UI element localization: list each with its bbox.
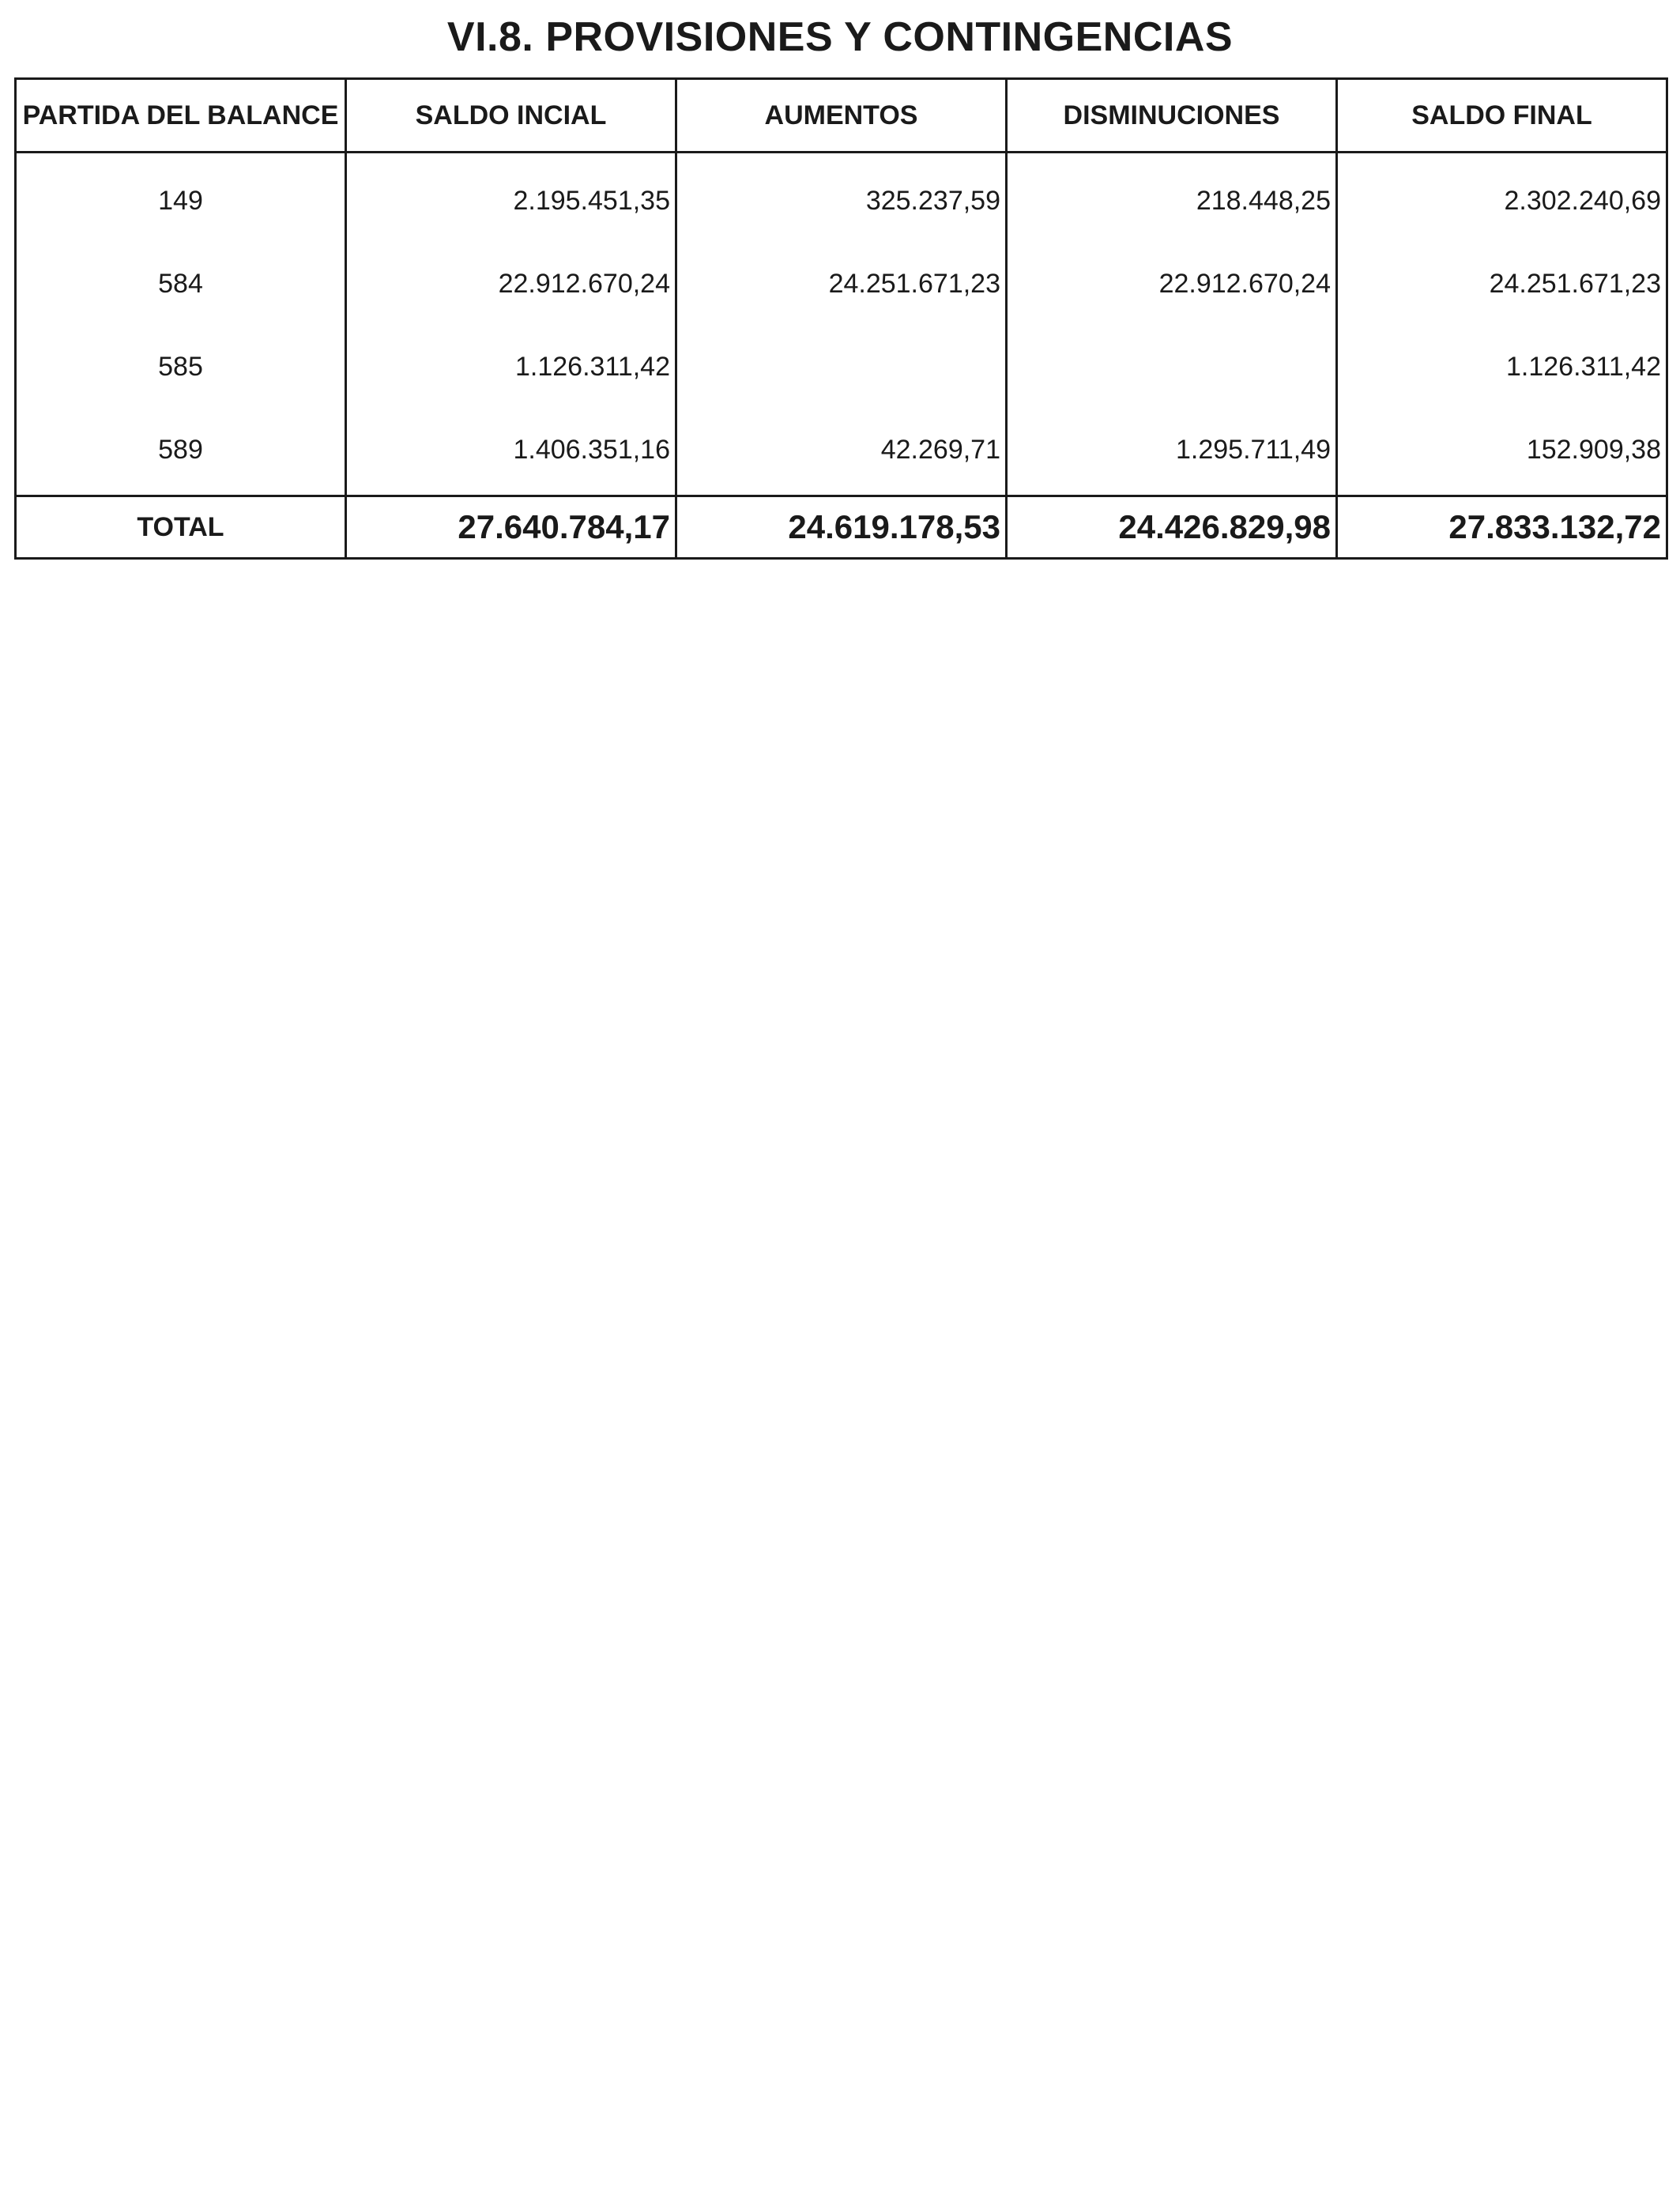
header-aumentos: AUMENTOS — [676, 79, 1007, 153]
cell-partida: 589 — [16, 409, 346, 496]
cell-disminuciones: 218.448,25 — [1007, 153, 1337, 243]
cell-disminuciones: 1.295.711,49 — [1007, 409, 1337, 496]
page-title: VI.8. PROVISIONES Y CONTINGENCIAS — [446, 14, 1234, 60]
total-aumentos: 24.619.178,53 — [676, 496, 1007, 559]
header-disminuciones: DISMINUCIONES — [1007, 79, 1337, 153]
cell-aumentos: 24.251.671,23 — [676, 243, 1007, 326]
header-partida: PARTIDA DEL BALANCE — [16, 79, 346, 153]
cell-saldo-final: 1.126.311,42 — [1337, 326, 1667, 409]
cell-partida: 585 — [16, 326, 346, 409]
cell-aumentos: 325.237,59 — [676, 153, 1007, 243]
table-row — [16, 409, 1667, 496]
table-header-row — [16, 79, 1667, 153]
cell-saldo-final: 24.251.671,23 — [1337, 243, 1667, 326]
table-row — [16, 243, 1667, 326]
provisions-table — [14, 77, 1668, 497]
cell-saldo-final: 152.909,38 — [1337, 409, 1667, 496]
total-saldo-inicial: 27.640.784,17 — [346, 496, 676, 559]
cell-aumentos: 42.269,71 — [676, 409, 1007, 496]
header-saldo-final: SALDO FINAL — [1337, 79, 1667, 153]
cell-aumentos — [676, 326, 1007, 409]
total-label: TOTAL — [16, 496, 346, 559]
header-saldo-inicial: SALDO INCIAL — [346, 79, 676, 153]
cell-disminuciones: 22.912.670,24 — [1007, 243, 1337, 326]
cell-partida: 149 — [16, 153, 346, 243]
total-disminuciones: 24.426.829,98 — [1007, 496, 1337, 559]
table-row — [16, 153, 1667, 243]
cell-saldo-inicial: 1.406.351,16 — [346, 409, 676, 496]
cell-saldo-inicial: 22.912.670,24 — [346, 243, 676, 326]
total-saldo-final: 27.833.132,72 — [1337, 496, 1667, 559]
total-row — [16, 496, 1667, 559]
cell-saldo-inicial: 1.126.311,42 — [346, 326, 676, 409]
total-table — [14, 495, 1668, 560]
cell-partida: 584 — [16, 243, 346, 326]
cell-saldo-inicial: 2.195.451,35 — [346, 153, 676, 243]
table-row — [16, 326, 1667, 409]
cell-saldo-final: 2.302.240,69 — [1337, 153, 1667, 243]
cell-disminuciones — [1007, 326, 1337, 409]
